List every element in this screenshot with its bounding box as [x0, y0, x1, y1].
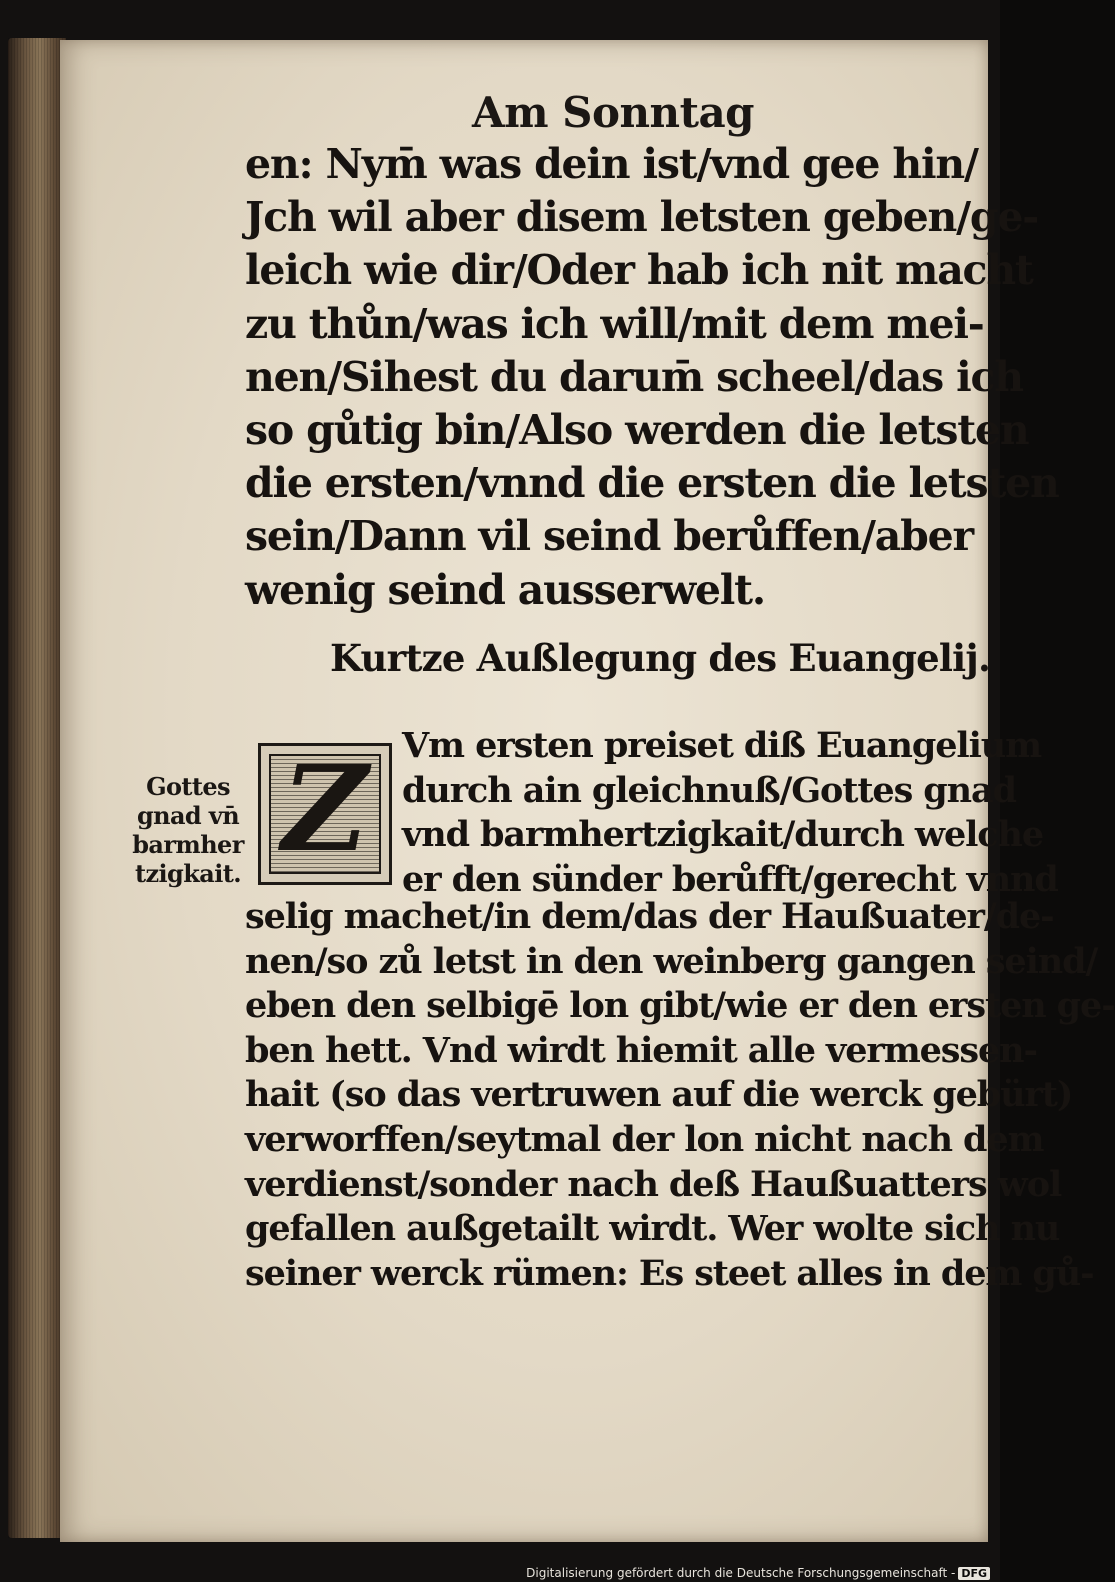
marginal-note-line: barmher — [132, 830, 244, 859]
marginal-note-line: Gottes — [146, 772, 230, 801]
marginal-note — [118, 772, 258, 888]
initial-letter: Z — [281, 739, 369, 878]
text-line: nen/Sihest du darum̄ scheel/das ich — [245, 352, 1023, 401]
text-line: so gůtig bin/Also werden die letsten — [245, 406, 1029, 455]
digitization-credit — [526, 1566, 990, 1580]
text-line: er den sünder berůfft/gerecht vnnd — [402, 858, 1058, 900]
text-line: vnd barmhertzigkait/durch welche — [402, 814, 1044, 856]
text-line: zu thůn/was ich will/mit dem mei- — [245, 299, 984, 348]
text-line: ben hett. Vnd wirdt hiemit alle vermessen- — [245, 1029, 1037, 1071]
text-line: Vm ersten preiset diß Euangelium — [402, 725, 1042, 766]
text-line: en: Nym̄ was dein ist/vnd gee hin/ — [245, 140, 978, 188]
upper-text-block — [245, 138, 1059, 617]
text-line: durch ain gleichnuß/Gottes gnad — [402, 769, 1016, 811]
text-line: eben den selbigē lon gibt/wie er den ersten ge- — [245, 985, 1115, 1027]
marginal-note-line: gnad vn̄ — [136, 801, 240, 830]
credit-text: Digitalisierung gefördert durch die Deutsche Forschungsgemeinschaft - — [526, 1566, 956, 1580]
lower-text-block — [245, 895, 1115, 1296]
text-line: wenig seind ausserwelt. — [245, 565, 765, 614]
running-head: Am Sonntag — [472, 88, 755, 137]
text-line: verworffen/seytmal der lon nicht nach dem — [245, 1118, 1044, 1160]
text-line: sein/Dann vil seind berůffen/aber — [245, 512, 973, 561]
decorated-initial — [258, 739, 392, 885]
text-line: hait (so das vertruwen auf die werck gebürt) — [245, 1074, 1073, 1116]
text-line: seiner werck rümen: Es steet alles in dem gů- — [245, 1252, 1094, 1294]
text-line: verdienst/sonder nach deß Haußuatters wol — [245, 1163, 1062, 1205]
text-line: nen/so zů letst in den weinberg gangen seind/ — [245, 940, 1098, 982]
text-line: die ersten/vnnd die ersten die letsten — [245, 459, 1059, 508]
text-line: selig machet/in dem/das der Haußuater/de- — [245, 896, 1054, 937]
text-line: gefallen außgetailt wirdt. Wer wolte sich nu — [245, 1208, 1060, 1250]
marginal-note-line: tzigkait. — [135, 859, 241, 888]
drop-cap-text-block — [402, 724, 1058, 902]
text-line: leich wie dir/Oder hab ich nit macht — [245, 246, 1033, 295]
section-heading: Kurtze Außlegung des Euangelij. — [330, 636, 991, 680]
dfg-logo: DFG — [958, 1567, 990, 1580]
book-page-edges — [8, 38, 66, 1538]
text-line: Jch wil aber disem letsten geben/ge- — [245, 193, 1039, 242]
